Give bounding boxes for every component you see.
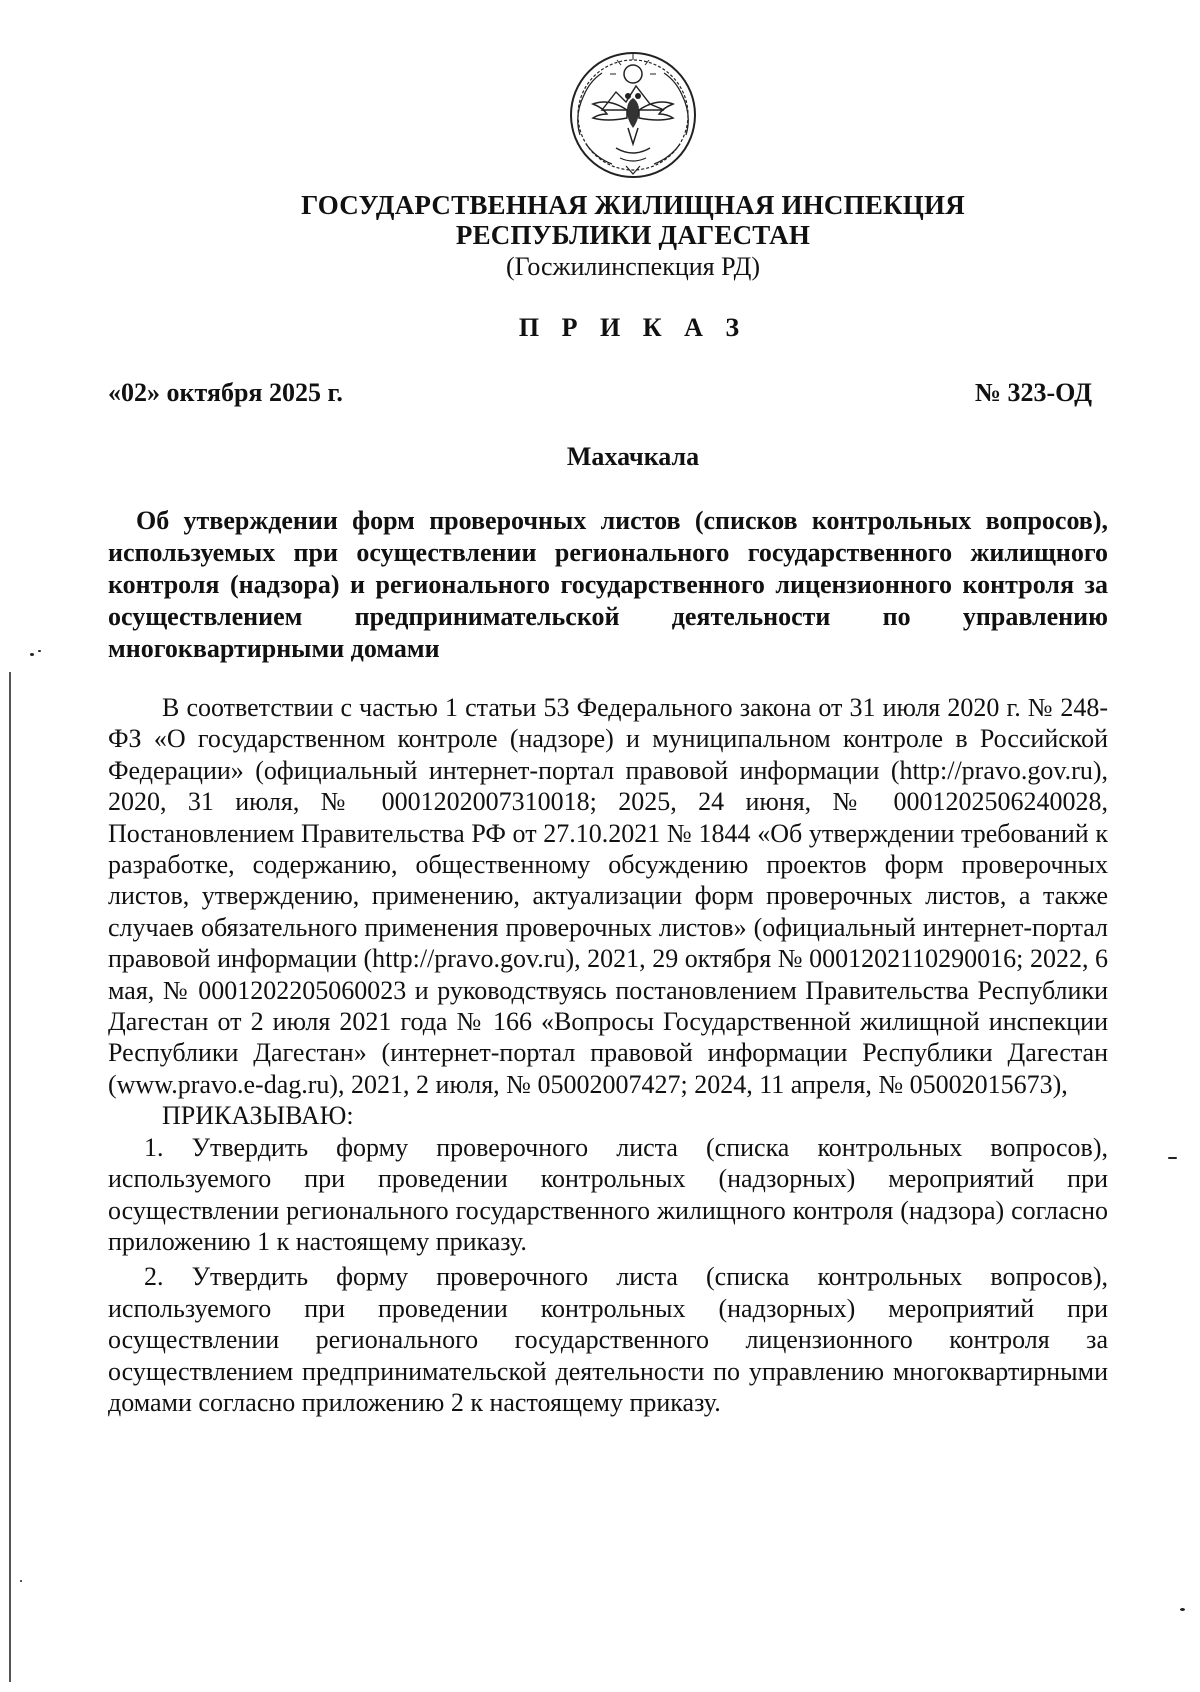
- document-title: Об утверждении форм проверочных листов (списков контрольных вопросов), используемых при осуществлении регионального государственного жилищного контроля (надзора) и регионального государственного лицензионного контроля за осуществлением предпринимательской деятельности по управлению многоквартирными домами: [108, 506, 1108, 663]
- organization-name-line2: РЕСПУБЛИКИ ДАГЕСТАН: [455, 220, 811, 250]
- document-type: П Р И К А З: [518, 313, 748, 342]
- preamble-paragraph: В соответствии с частью 1 статьи 53 Федерального закона от 31 июля 2020 г. № 248-ФЗ «О государственном контроле (надзоре) и муниципальном контроле в Российской Федерации» (официальный интернет-портал правовой информации (http://pravo.gov.ru), 2020, 31 июля, № 0001202007310018; 2025, 24 июня, № 0001202506240028, Постановлением Правительства РФ от 27.10.2021 № 1844 «Об утверждении требований к разработке, содержанию, общественному обсуждению проектов форм проверочных листов, утверждению, применению, актуализации форм проверочных листов, а также случаев обязательного применения проверочных листов» (официальный интернет-портал правовой информации (http://pravo.gov.ru), 2021, 29 октября № 0001202110290016; 2022, 6 мая, № 0001202205060023 и руководствуясь постановлением Правительства Республики Дагестан от 2 июля 2021 года № 166 «Вопросы Государственной жилищной инспекции Республики Дагестан» (интернет-портал правовой информации Республики Дагестан (www.pravo.e-dag.ru), 2021, 2 июля, № 05002007427; 2024, 11 апреля, № 05002015673),: [108, 693, 1108, 1099]
- order-word: ПРИКАЗЫВАЮ:: [162, 1101, 354, 1131]
- document-body: [108, 692, 1108, 1418]
- scan-edge-line: [9, 672, 11, 1682]
- scan-speck: [38, 650, 41, 652]
- scan-speck: [30, 653, 34, 656]
- order-item-1: 1. Утвердить форму проверочного листа (списка контрольных вопросов), используемого при проведении контрольных (надзорных) мероприятий при осуществлении регионального государственного жилищного контроля (надзора) согласно приложению 1 к настоящему приказу.: [108, 1132, 1108, 1256]
- order-item-2: 2. Утвердить форму проверочного листа (списка контрольных вопросов), используемого при проведении контрольных (надзорных) мероприятий при осуществлении регионального государственного лицензионного контроля за осуществлением предпринимательской деятельности по управлению многоквартирными домами согласно приложению 2 к настоящему приказу.: [108, 1262, 1108, 1417]
- scan-speck: [1180, 1608, 1185, 1611]
- document-city: Махачкала: [566, 442, 700, 471]
- organization-short-name: (Госжилинспекция РД): [505, 252, 761, 281]
- scan-speck: [20, 1580, 22, 1582]
- document-date: «02» октября 2025 г.: [108, 378, 343, 407]
- scan-speck: [1168, 1157, 1177, 1159]
- dagestan-coat-of-arms-icon: [558, 40, 708, 190]
- document-number: № 323-ОД: [974, 378, 1092, 407]
- organization-name-line1: ГОСУДАРСТВЕННАЯ ЖИЛИЩНАЯ ИНСПЕКЦИЯ: [301, 190, 965, 220]
